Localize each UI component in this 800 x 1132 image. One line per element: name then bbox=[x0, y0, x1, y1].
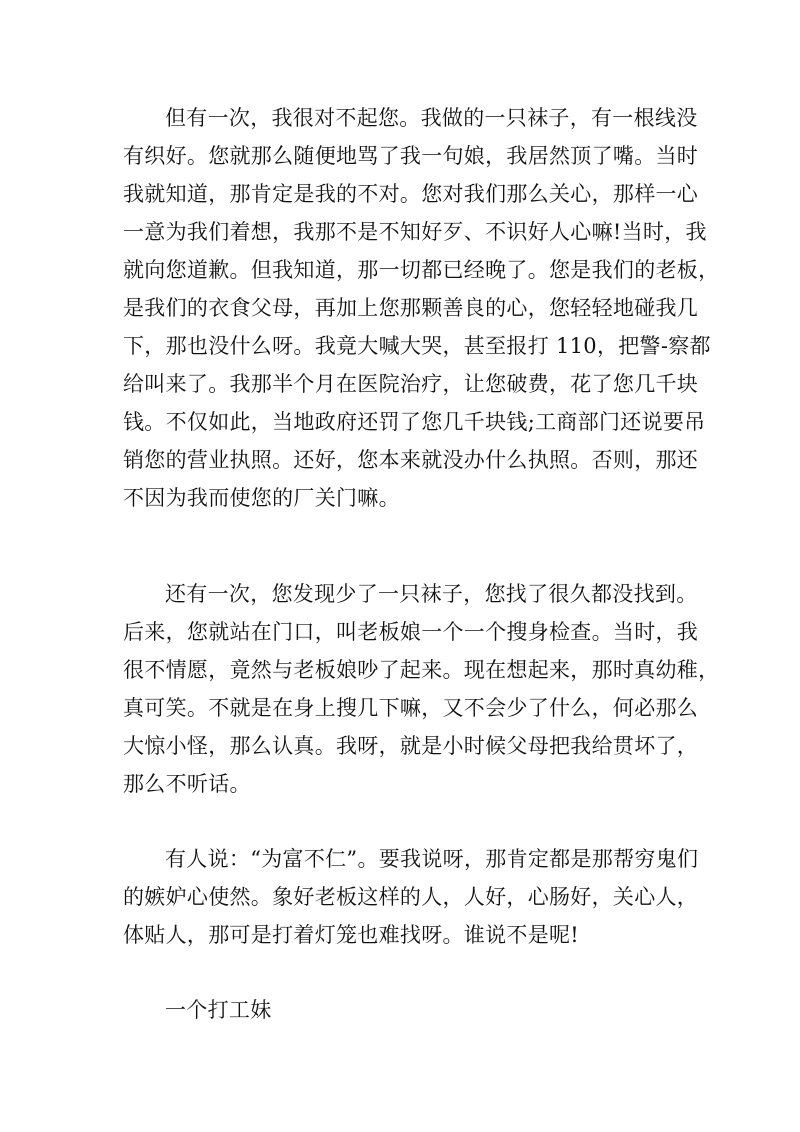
paragraph-line: 不因为我而使您的厂关门嘛。 bbox=[123, 486, 400, 510]
paragraph-line: 的嫉妒心使然。象好老板这样的人，人好，心肠好，关心人， bbox=[123, 885, 699, 909]
paragraph-line: 销您的营业执照。还好，您本来就没办什么执照。否则，那还 bbox=[123, 448, 699, 472]
paragraph-line: 我就知道，那肯定是我的不对。您对我们那么关心，那样一心 bbox=[123, 182, 699, 206]
paragraph-line: 有人说：“为富不仁”。要我说呀，那肯定都是那帮穷鬼们 bbox=[165, 847, 699, 871]
paragraph-line: 一意为我们着想，我那不是不知好歹、不识好人心嘛!当时，我 bbox=[123, 220, 707, 244]
paragraph-line: 体贴人，那可是打着灯笼也难找呀。谁说不是呢! bbox=[123, 923, 580, 947]
paragraph-line: 后来，您就站在门口，叫老板娘一个一个搜身检查。当时，我 bbox=[123, 620, 699, 644]
paragraph-line: 有织好。您就那么随便地骂了我一句娘，我居然顶了嘴。当时 bbox=[123, 144, 699, 168]
paragraph-line: 那么不听话。 bbox=[123, 772, 251, 796]
paragraph-line: 很不情愿，竟然与老板娘吵了起来。现在想起来，那时真幼稚， bbox=[123, 658, 720, 682]
paragraph-line: 给叫来了。我那半个月在医院治疗，让您破费，花了您几千块 bbox=[123, 372, 699, 396]
signature-line: 一个打工妹 bbox=[165, 998, 272, 1022]
paragraph-line: 下，那也没什么呀。我竟大喊大哭，甚至报打 110，把警-察都 bbox=[123, 334, 711, 358]
paragraph-line: 钱。不仅如此，当地政府还罚了您几千块钱;工商部门还说要吊 bbox=[123, 410, 706, 434]
paragraph-line: 真可笑。不就是在身上搜几下嘛，又不会少了什么，何必那么 bbox=[123, 696, 699, 720]
paragraph-line: 还有一次，您发现少了一只袜子，您找了很久都没找到。 bbox=[165, 582, 698, 606]
paragraph-line: 大惊小怪，那么认真。我呀，就是小时候父母把我给贯坏了， bbox=[123, 734, 699, 758]
paragraph-line: 是我们的衣食父母，再加上您那颗善良的心，您轻轻地碰我几 bbox=[123, 296, 699, 320]
paragraph-line: 就向您道歉。但我知道，那一切都已经晚了。您是我们的老板， bbox=[123, 258, 720, 282]
paragraph-line: 但有一次，我很对不起您。我做的一只袜子，有一根线没 bbox=[165, 106, 698, 130]
